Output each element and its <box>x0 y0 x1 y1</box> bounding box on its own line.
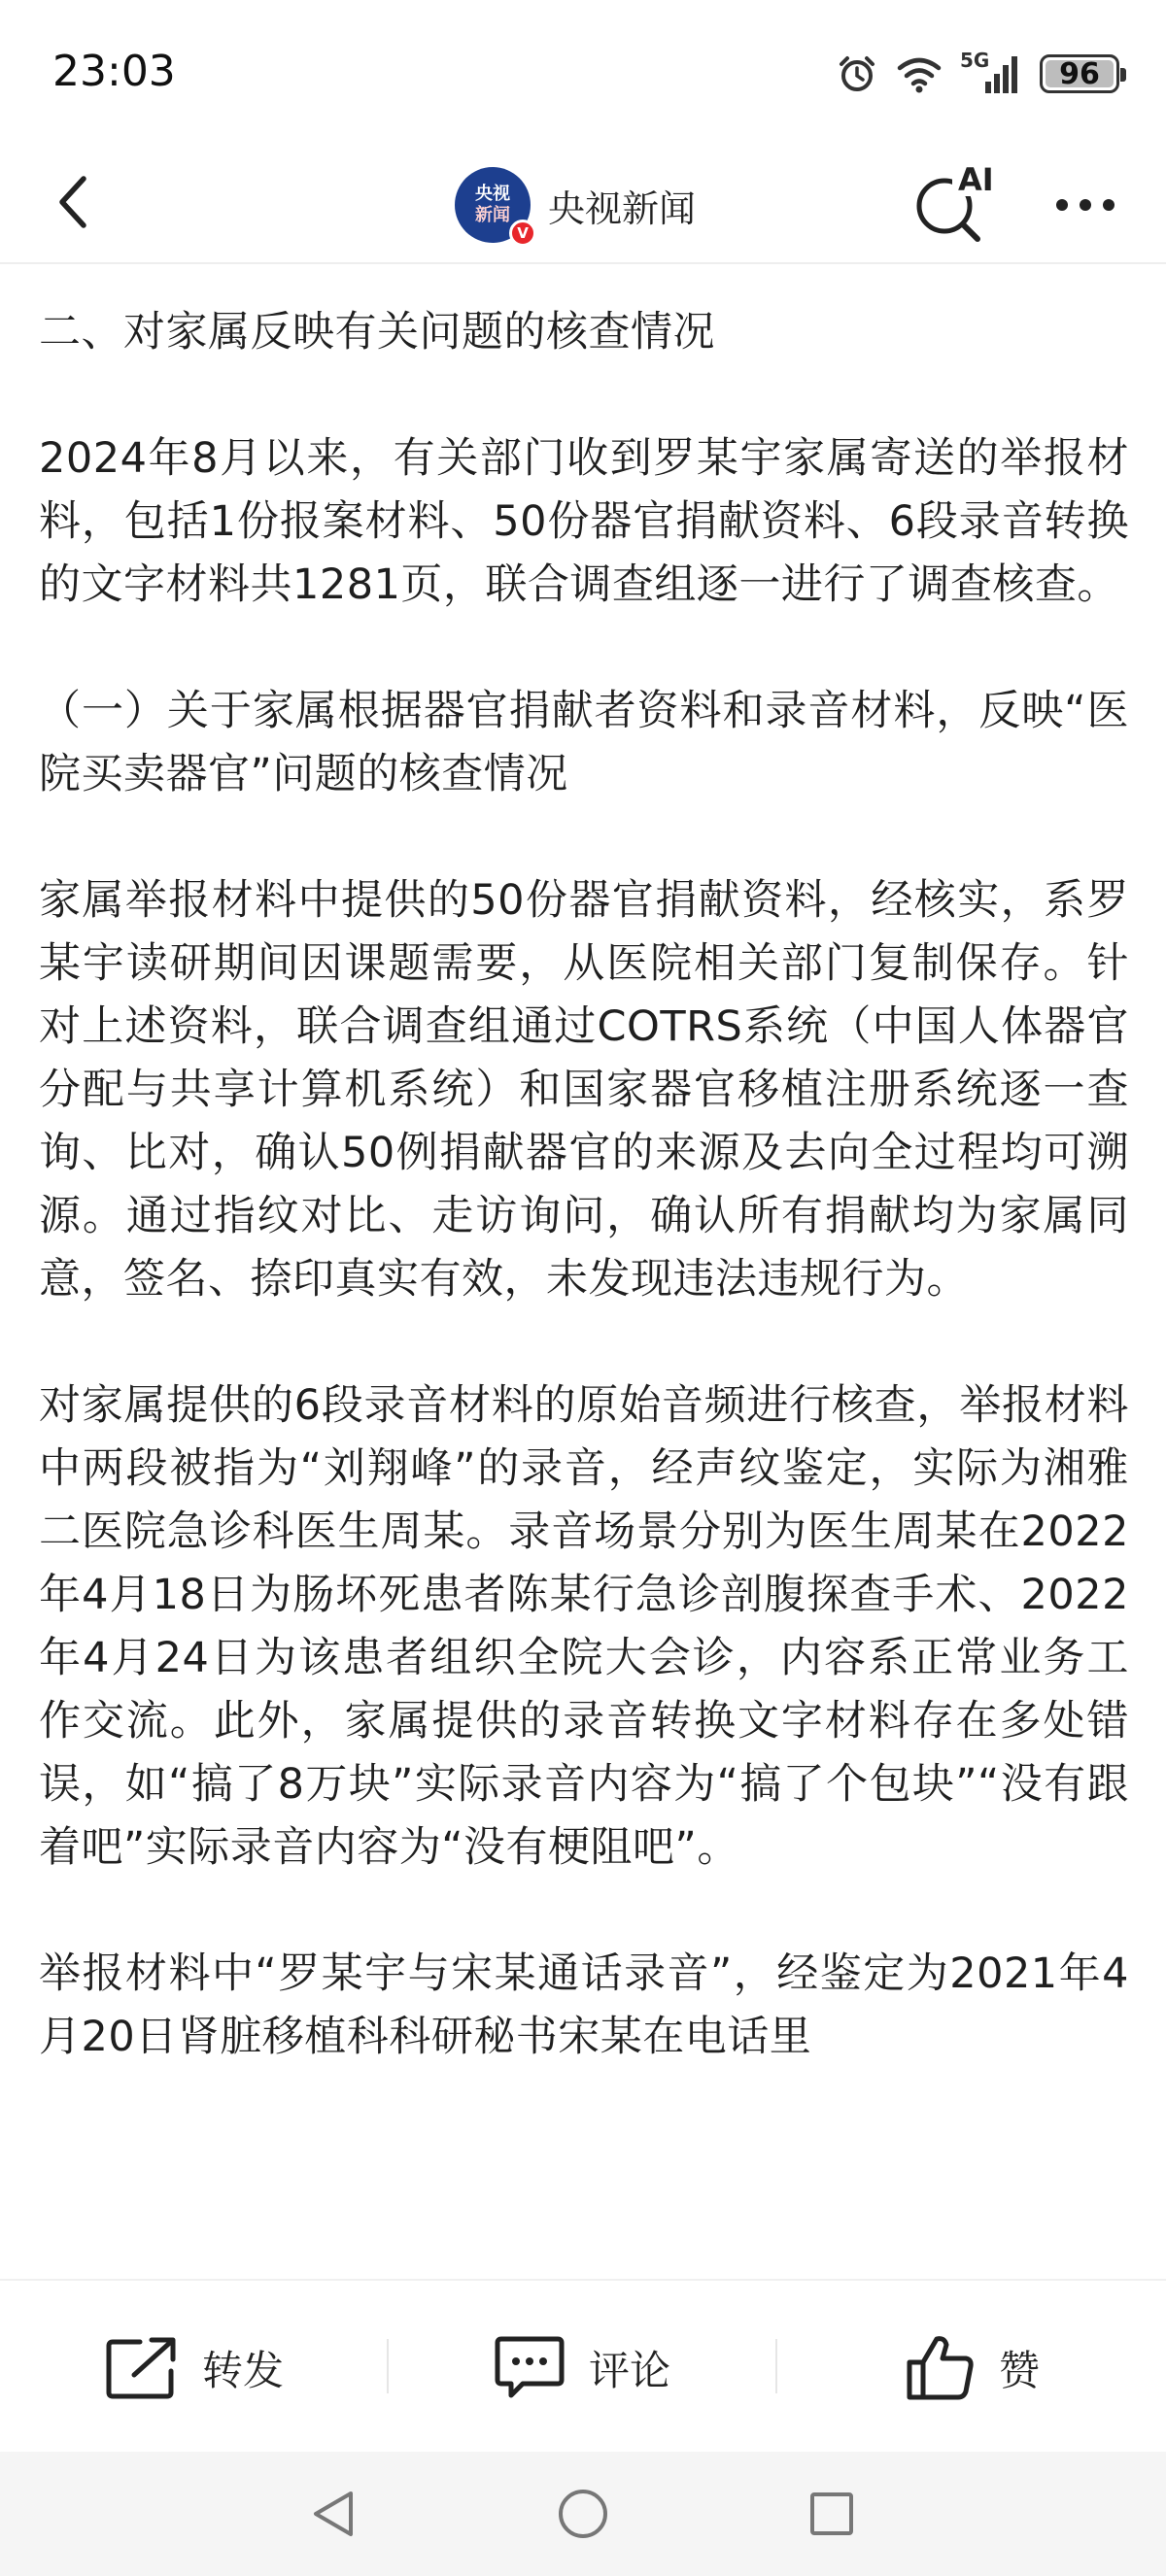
cellular-signal-icon <box>960 49 1022 95</box>
more-dot <box>1056 199 1068 211</box>
back-triangle-icon <box>308 2488 360 2540</box>
share-button[interactable] <box>105 2331 284 2405</box>
divider <box>387 2339 389 2393</box>
more-dot <box>1103 199 1115 211</box>
thumbs-up-icon <box>906 2333 976 2403</box>
system-navigation-bar <box>0 2452 1166 2576</box>
alarm-icon <box>836 52 878 95</box>
action-bar <box>0 2279 1166 2452</box>
battery-icon <box>1040 54 1119 93</box>
publisher-brand[interactable] <box>455 161 696 249</box>
top-navigation-bar <box>0 146 1166 264</box>
battery-level: 96 <box>1059 56 1100 91</box>
brand-name: 央视新闻 <box>548 186 697 230</box>
recents-square-icon <box>806 2489 857 2539</box>
status-icons <box>836 51 1119 97</box>
article-body <box>39 301 1129 2283</box>
like-label: 赞 <box>999 2347 1041 2394</box>
network-type-label: 5G <box>960 49 990 72</box>
brand-logo-line-1: 央视 <box>475 184 510 204</box>
article-paragraph: 2024年8月以来，有关部门收到罗某宇家属寄送的举报材料，包括1份报案材料、50份器官捐献资料、6段录音转换的文字材料共1281页，联合调查组逐一进行了调查核查。 <box>39 434 1129 609</box>
divider <box>775 2339 777 2393</box>
wifi-icon <box>896 54 943 93</box>
system-recents-button[interactable] <box>801 2483 863 2545</box>
home-circle-icon <box>556 2487 610 2541</box>
status-bar <box>0 0 1166 146</box>
like-button[interactable] <box>906 2331 1040 2405</box>
more-dot <box>1080 199 1091 211</box>
status-time: 23:03 <box>52 47 176 96</box>
more-options-button[interactable] <box>1042 171 1129 239</box>
verified-badge: V <box>509 220 536 247</box>
comment-button[interactable] <box>494 2331 670 2405</box>
article-paragraph: 对家属提供的6段录音材料的原始音频进行核查，举报材料中两段被指为“刘翔峰”的录音，经声纹鉴定，实际为湘雅二医院急诊科医生周某。录音场景分别为医生周某在2022年4月18日为肠坏死患者陈某行急诊剖腹探查手术、2022年4月24日为该患者组织全院大会诊，内容系正常业务工作交流。此外，家属提供的录音转换文字材料存在多处错误，如“搞了8万块”实际录音内容为“搞了个包块”“没有跟着吧”实际录音内容为“没有梗阻吧”。 <box>39 1381 1129 1872</box>
share-icon <box>105 2336 179 2400</box>
brand-logo-line-2: 新闻 <box>475 205 510 225</box>
back-button[interactable] <box>35 165 113 243</box>
article-paragraph: 家属举报材料中提供的50份器官捐献资料，经核实，系罗某宇读研期间因课题需要，从医院相关部门复制保存。针对上述资料，联合调查组通过COTRS系统（中国人体器官分配与共享计算机系统）和国家器官移植注册系统逐一查询、比对，确认50例捐献器官的来源及去向全过程均可溯源。通过指纹对比、走访询问，确认所有捐献均为家属同意，签名、捺印真实有效，未发现违法违规行为。 <box>39 876 1129 1304</box>
brand-logo <box>455 167 531 243</box>
share-label: 转发 <box>202 2347 285 2394</box>
system-back-button[interactable] <box>303 2483 365 2545</box>
ai-label: AI <box>958 161 994 198</box>
comment-label: 评论 <box>589 2347 671 2394</box>
article-paragraph: 举报材料中“罗某宇与宋某通话录音”，经鉴定为2021年4月20日肾脏移植科科研秘书宋某在电话里 <box>39 1949 1129 2061</box>
system-home-button[interactable] <box>552 2483 614 2545</box>
ai-search-button[interactable] <box>909 157 997 245</box>
section-heading: 二、对家属反映有关问题的核查情况 <box>39 308 715 356</box>
comment-icon <box>494 2335 566 2401</box>
subsection-heading: （一）关于家属根据器官捐献者资料和录音材料，反映“医院买卖器官”问题的核查情况 <box>39 687 1129 798</box>
chevron-left-icon <box>54 173 93 235</box>
